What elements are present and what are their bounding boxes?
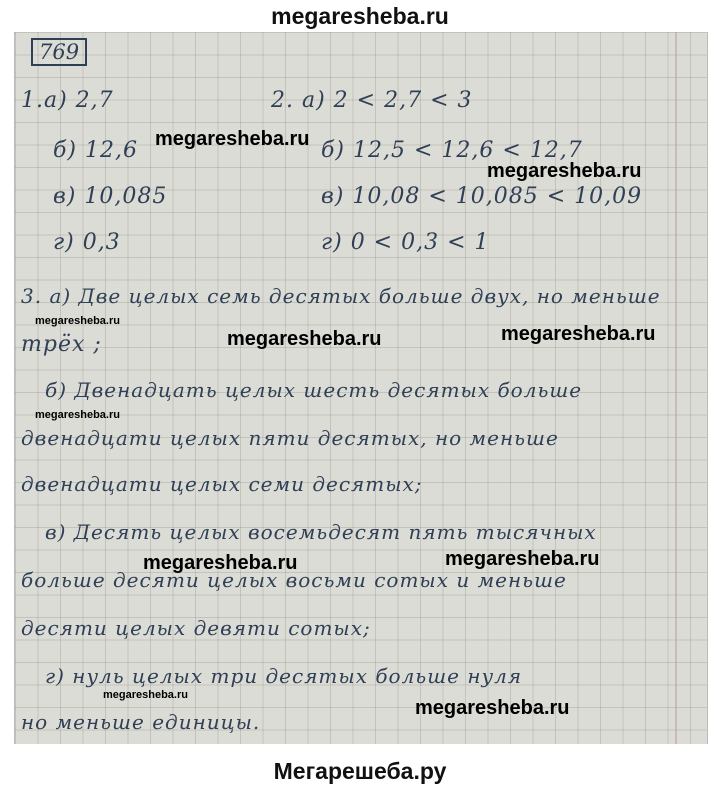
watermark: megaresheba.ru [227,328,382,350]
answer-3b-line3: двенадцати целых семи десятых; [21,472,423,496]
answer-2a: 2. а) 2 < 2,7 < 3 [271,88,473,113]
watermark: megaresheba.ru [501,323,656,345]
answer-3g-line2: но меньше единицы. [21,710,261,734]
answer-3b-line1: б) Двенадцать целых шесть десятых больше [45,378,583,402]
watermark: megaresheba.ru [487,160,642,182]
watermark: megaresheba.ru [155,128,310,150]
answer-3a-line2: трёх ; [21,332,102,357]
answer-3g-line1: г) нуль целых три десятых больше нуля [45,664,523,688]
answer-1g: г) 0,3 [53,230,121,255]
answer-3v-line1: в) Десять целых восемьдесят пять тысячных [45,520,597,544]
task-number: 769 [31,38,87,66]
watermark: megaresheba.ru [415,697,570,719]
site-header [0,0,720,32]
watermark: megaresheba.ru [103,689,188,701]
answer-3a-line1: 3. а) Две целых семь десятых больше двух, но меньше [21,284,661,308]
answer-2g: г) 0 < 0,3 < 1 [321,230,490,255]
answer-3v-line3: десяти целых девяти сотых; [21,616,371,640]
site-footer [0,744,720,799]
watermark: megaresheba.ru [35,315,120,327]
watermark: megaresheba.ru [445,548,600,570]
answer-3b-line2: двенадцати целых пяти десятых, но меньше [21,426,559,450]
notebook-page [14,32,708,744]
site-name: megaresheba.ru [271,2,449,29]
answer-2v: в) 10,08 < 10,085 < 10,09 [321,184,643,209]
watermark: megaresheba.ru [35,409,120,421]
answer-2b: б) 12,5 < 12,6 < 12,7 [321,138,583,163]
footer-site-name: Мегарешеба.ру [273,758,447,784]
answer-3v-line2: больше десяти целых восьми сотых и меньше [21,568,567,592]
answer-1a: 1.а) 2,7 [21,88,114,113]
answer-1b: б) 12,6 [53,138,138,163]
margin-line [675,32,677,744]
answer-1v: в) 10,085 [53,184,168,209]
watermark: megaresheba.ru [143,552,298,574]
